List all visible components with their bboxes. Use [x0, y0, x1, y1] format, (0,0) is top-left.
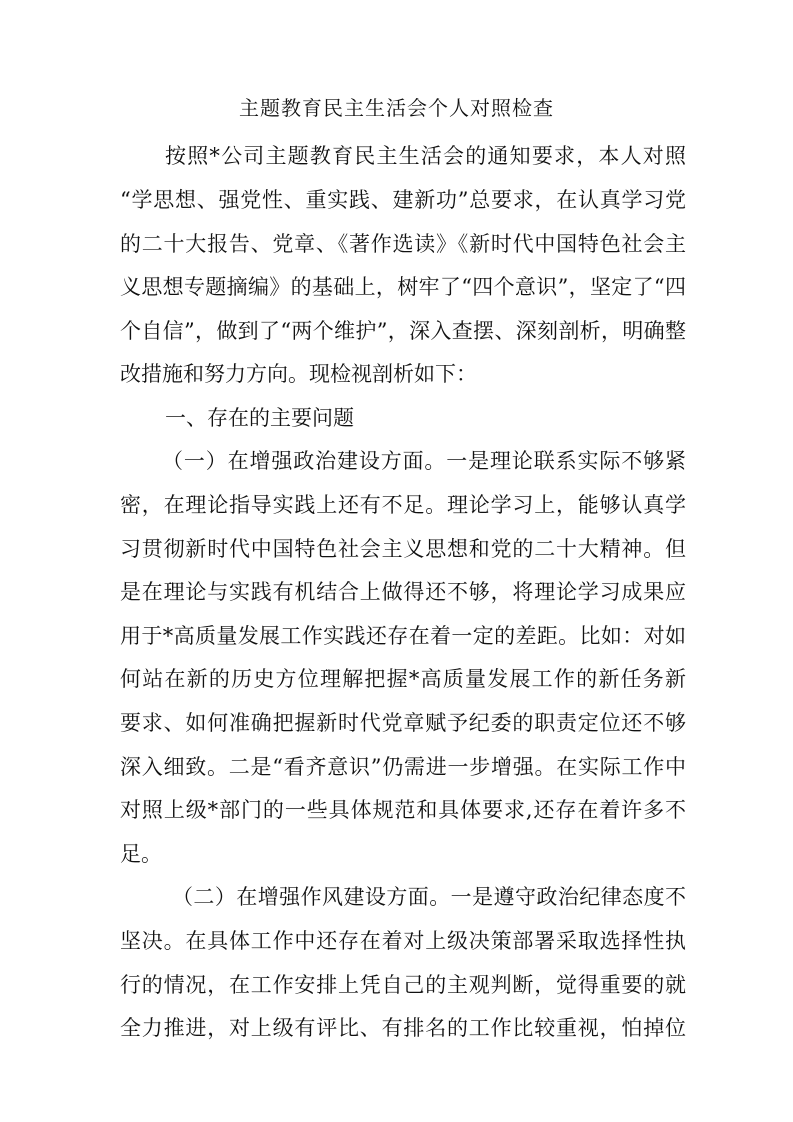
para1-line-10: 足。	[120, 842, 162, 866]
intro-line-4: 义思想专题摘编》的基础上，树牢了“四个意识”，坚定了“四	[120, 275, 686, 299]
intro-line-2: “学思想、强党性、重实践、建新功”总要求，在认真学习党	[120, 188, 686, 212]
document-title: 主题教育民主生活会个人对照检查	[239, 96, 554, 120]
para1-line-1: （一）在增强政治建设方面。一是理论联系实际不够紧	[162, 449, 686, 473]
para1-line-2: 密，在理论指导实践上还有不足。理论学习上，能够认真学	[120, 493, 686, 517]
para2-line-3: 行的情况，在工作安排上凭自己的主观判断，觉得重要的就	[120, 973, 686, 997]
para1-line-6: 何站在新的历史方位理解把握*高质量发展工作的新任务新	[120, 667, 686, 691]
para1-line-5: 用于*高质量发展工作实践还存在着一定的差距。比如：对如	[120, 624, 686, 648]
para1-line-4: 是在理论与实践有机结合上做得还不够，将理论学习成果应	[120, 580, 686, 604]
intro-line-5: 个自信”，做到了“两个维护”，深入查摆、深刻剖析，明确整	[120, 319, 686, 343]
para2-line-4: 全力推进，对上级有评比、有排名的工作比较重视，怕掉位	[120, 1016, 686, 1040]
para2-line-2: 坚决。在具体工作中还存在着对上级决策部署采取选择性执	[120, 929, 686, 953]
intro-line-3: 的二十大报告、党章、《著作选读》《新时代中国特色社会主	[120, 232, 686, 256]
intro-line-1: 按照*公司主题教育民主生活会的通知要求，本人对照	[165, 144, 686, 168]
para1-line-7: 要求、如何准确把握新时代党章赋予纪委的职责定位还不够	[120, 711, 686, 735]
section-heading-1: 一、存在的主要问题	[165, 406, 354, 430]
intro-line-6: 改措施和努力方向。现检视剖析如下：	[120, 362, 477, 386]
para1-line-3: 习贯彻新时代中国特色社会主义思想和党的二十大精神。但	[120, 537, 686, 561]
para1-line-8: 深入细致。二是“看齐意识”仍需进一步增强。在实际工作中	[120, 755, 686, 779]
para2-line-1: （二）在增强作风建设方面。一是遵守政治纪律态度不	[172, 885, 686, 909]
para1-line-9: 对照上级*部门的一些具体规范和具体要求,还存在着许多不	[120, 798, 686, 822]
